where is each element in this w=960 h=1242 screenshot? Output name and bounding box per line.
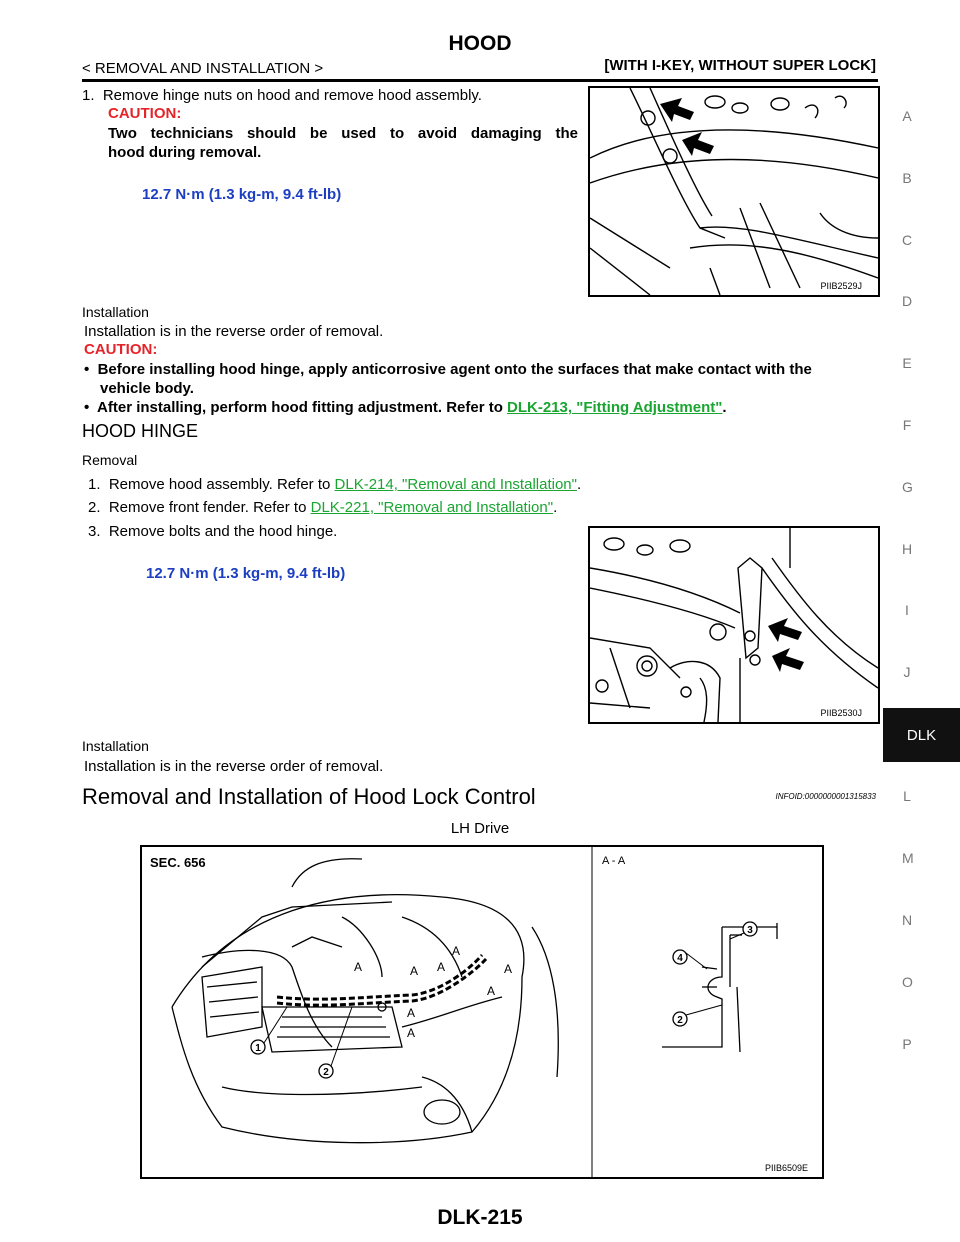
caution-bullet-2 [84,398,727,417]
index-letter-b[interactable]: B [902,170,912,186]
page-title: HOOD [448,32,512,55]
index-letter-h[interactable]: H [902,541,913,557]
variant-label: [WITH I-KEY, WITHOUT SUPER LOCK] [604,57,876,74]
hinge-step-1-text: 1. Remove hood assembly. Refer to [88,476,335,493]
index-letter-g[interactable]: G [902,479,913,495]
hinge-bolts-illustration [590,528,878,722]
caution-bullet-1: • Before installing hood hinge, apply anticorrosive agent onto the surfaces that make contact with the [84,361,812,378]
section-breadcrumb: < REMOVAL AND INSTALLATION > [82,60,324,77]
hinge-removal-heading: Removal [82,452,138,468]
caution-bullet-1-cont: vehicle body. [100,380,194,397]
installation-heading: Installation [82,304,149,320]
hood-hinge-nut-figure [588,86,880,297]
callout-1: 1 [255,1043,261,1054]
fitting-adjustment-link[interactable]: DLK-213, "Fitting Adjustment" [507,399,723,416]
callout-2-detail: 2 [677,1015,683,1026]
removal-step-1: 1. Remove hinge nuts on hood and remove hood assembly. [82,87,482,104]
index-letter-f[interactable]: F [902,417,912,433]
page-number: DLK-215 [437,1206,523,1229]
sec-label: SEC. 656 [150,855,206,870]
hinge-step-2 [88,498,557,517]
dlk-221-link[interactable]: DLK-221, "Removal and Installation" [310,499,554,516]
a-marker: A [487,984,496,998]
figure-code: PIIB6509E [764,1163,808,1173]
index-letter-m[interactable]: M [902,850,914,866]
hood-hinge-illustration [590,88,878,295]
info-id: INFOID:0000000001315833 [775,792,876,801]
hinge-step-2-suffix: . [553,499,558,516]
hinge-step-3: 3. Remove bolts and the hood hinge. [88,523,338,540]
a-marker: A [410,964,419,978]
section-aa-label: A - A [602,855,626,867]
hood-lock-control-figure [140,845,824,1179]
index-letter-i[interactable]: I [905,602,909,618]
index-letter-d[interactable]: D [902,293,913,309]
index-letter-n[interactable]: N [902,912,913,928]
hinge-step-1-suffix: . [576,476,582,493]
callout-2: 2 [323,1067,329,1078]
a-marker: A [354,960,363,974]
hinge-installation-text: Installation is in the reverse order of removal. [84,758,384,775]
caution-bullet-2-text: • After installing, perform hood fitting adjustment. Refer to [84,399,508,416]
header-rule [82,79,878,82]
hinge-step-2-text: 2. Remove front fender. Refer to [88,499,311,516]
caution-text-line2: hood during removal. [108,144,262,161]
index-letter-p[interactable]: P [902,1036,912,1052]
index-letter-j[interactable]: J [903,664,911,680]
hinge-torque-spec: 12.7 N·m (1.3 kg-m, 9.4 ft-lb) [146,565,346,582]
caution-text-line1: Two technicians should be used to avoid damaging the [108,125,578,142]
index-letter-e[interactable]: E [902,355,912,371]
a-marker: A [407,1006,416,1020]
callout-3: 3 [747,925,753,936]
drive-label: LH Drive [450,820,510,837]
index-letter-o[interactable]: O [902,974,913,990]
index-letter-a[interactable]: A [902,108,912,124]
hood-lock-illustration [142,847,822,1177]
dlk-214-link[interactable]: DLK-214, "Removal and Installation" [334,476,577,493]
a-marker: A [407,1026,416,1040]
torque-spec: 12.7 N·m (1.3 kg-m, 9.4 ft-lb) [142,186,342,203]
hinge-installation-heading: Installation [82,738,149,754]
a-marker: A [437,960,446,974]
a-marker: A [504,962,513,976]
hood-lock-heading: Removal and Installation of Hood Lock Control [82,784,536,809]
index-letter-l[interactable]: L [903,788,911,804]
caution-label: CAUTION: [108,105,182,122]
dlk-section-tab[interactable]: DLK [883,708,960,762]
a-marker: A [452,944,461,958]
hinge-step-1 [88,475,581,494]
caution-bullet-2-suffix: . [722,399,727,416]
installation-caution-label: CAUTION: [84,341,158,358]
hood-hinge-heading: HOOD HINGE [82,421,199,441]
figure-code: PIIB2529J [820,281,862,291]
hood-hinge-bolts-figure [588,526,880,724]
figure-code: PIIB2530J [820,708,862,718]
installation-text: Installation is in the reverse order of removal. [84,323,384,340]
index-letter-c[interactable]: C [902,232,913,248]
callout-4: 4 [677,953,683,964]
